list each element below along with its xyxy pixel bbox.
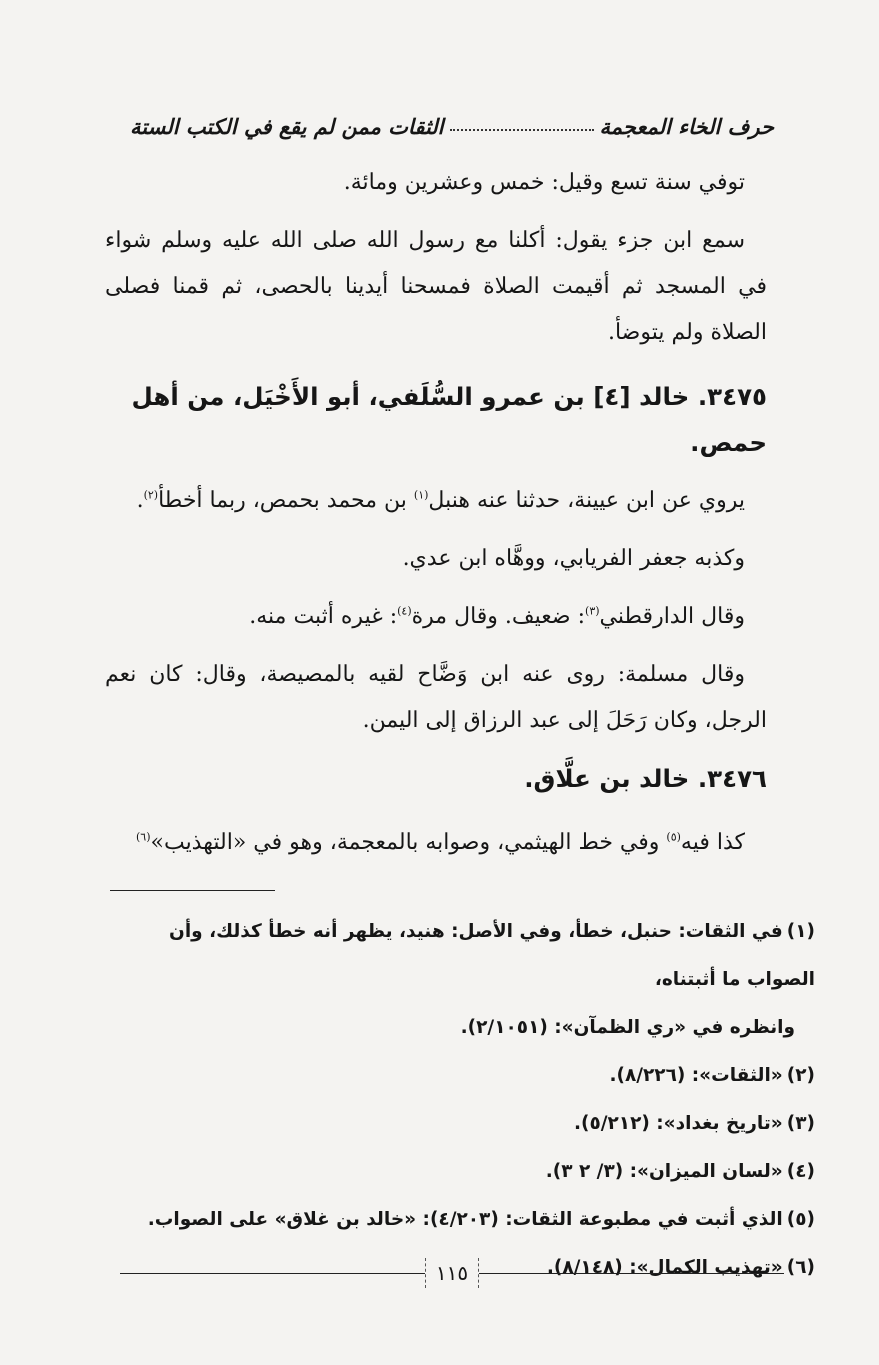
footnote-ref-3[interactable]: (٣)	[585, 604, 600, 618]
footnote-2	[105, 1052, 815, 1100]
text-span: وفي خط الهيثمي، وصوابه بالمعجمة، وهو في «التهذيب»	[150, 830, 667, 855]
entry-number: ٣٤٧٦.	[697, 764, 767, 793]
footnote-ref-5[interactable]: (٥)	[666, 830, 681, 844]
footnote-3	[105, 1100, 815, 1148]
running-head-chapter: حرف الخاء المعجمة	[599, 115, 774, 139]
entry-title: خالد بن علَّاق.	[524, 764, 690, 793]
footnote-1	[105, 908, 815, 1004]
footnote-text: «تاريخ بغداد»: (٥/٢١٢).	[573, 1113, 783, 1134]
footnote-number: (٥)	[786, 1209, 815, 1230]
text-span: بن محمد بحمص، ربما أخطأ	[158, 488, 414, 513]
paragraph-hadith: سمع ابن جزء يقول: أكلنا مع رسول الله صلى الله عليه وسلم شواء في المسجد ثم أقيمت الصلاة فمسحنا أيدينا بالحصى، ثم قمنا فصلى الصلاة ولم يتوضأ.	[105, 228, 767, 345]
footnote-number: (٤)	[786, 1161, 815, 1182]
page-number: ١١٥	[425, 1258, 479, 1288]
running-head-book-title: الثقات ممن لم يقع في الكتب الستة	[130, 115, 444, 139]
footnote-text: «الثقات»: (٨/٢٢٦).	[609, 1065, 783, 1086]
running-head-dots	[450, 128, 594, 131]
footnote-text: في الثقات: حنبل، خطأ، وفي الأصل: هنيد، يظهر أنه خطأ كذلك، وأن الصواب ما أثبتناه،	[169, 921, 815, 990]
entry-heading-3475	[105, 374, 767, 466]
footnote-4	[105, 1148, 815, 1196]
footnote-ref-1[interactable]: (١)	[413, 488, 429, 502]
entry-heading-3476	[105, 756, 767, 802]
footnote-ref-6[interactable]: (٦)	[135, 830, 151, 844]
footnote-number: (٣)	[786, 1113, 815, 1134]
paragraph-faryabi: وكذبه جعفر الفريابي، ووهَّاه ابن عدي.	[402, 546, 745, 571]
entry-title: خالد [٤] بن عمرو السُّلَفي، أبو الأَخْيَل، من أهل حمص.	[131, 382, 767, 457]
footnotes	[105, 908, 815, 1292]
paragraph-death: توفي سنة تسع وقيل: خمس وعشرين ومائة.	[343, 170, 745, 195]
footnote-text: «لسان الميزان»: (٣/ ٢ ٣).	[545, 1161, 783, 1182]
paragraph-daraqutni	[105, 594, 767, 640]
footnote-number: (١)	[786, 921, 815, 942]
main-text	[105, 160, 767, 866]
footnote-ref-2[interactable]: (٢)	[143, 488, 159, 502]
paragraph-haythami	[105, 820, 767, 866]
paragraph-maslama: وقال مسلمة: روى عنه ابن وَضَّاح لقيه بالمصيصة، وقال: كان نعم الرجل، وكان رَحَلَ إلى عبد الرزاق إلى اليمن.	[105, 662, 767, 733]
text-span: .	[136, 488, 144, 513]
footnote-5	[105, 1196, 815, 1244]
footer-rule-right	[479, 1273, 784, 1274]
footer-rule-left	[120, 1273, 425, 1274]
footnote-separator	[110, 890, 275, 891]
footnote-number: (٦)	[786, 1257, 815, 1278]
text-span: : غيره أثبت منه.	[249, 604, 398, 629]
footnote-text: الذي أثبت في مطبوعة الثقات: (٤/٢٠٣): «خالد بن غلاق» على الصواب.	[147, 1209, 783, 1230]
text-span: وقال الدارقطني	[599, 604, 745, 629]
paragraph-narrates	[105, 478, 767, 524]
running-head	[130, 95, 774, 139]
entry-number: ٣٤٧٥.	[697, 382, 767, 411]
text-span: كذا فيه	[680, 830, 745, 855]
page-footer	[120, 1258, 784, 1288]
footnote-1-continuation: وانظره في «ري الظمآن»: (٢/١٠٥١).	[460, 1017, 795, 1038]
footnote-text: «تهذيب الكمال»: (٨/١٤٨).	[546, 1257, 783, 1278]
footnote-ref-4[interactable]: (٤)	[397, 604, 412, 618]
text-span: يروي عن ابن عيينة، حدثنا عنه هنبل	[428, 488, 745, 513]
footnote-number: (٢)	[786, 1065, 815, 1086]
text-span: : ضعيف. وقال مرة	[411, 604, 586, 629]
